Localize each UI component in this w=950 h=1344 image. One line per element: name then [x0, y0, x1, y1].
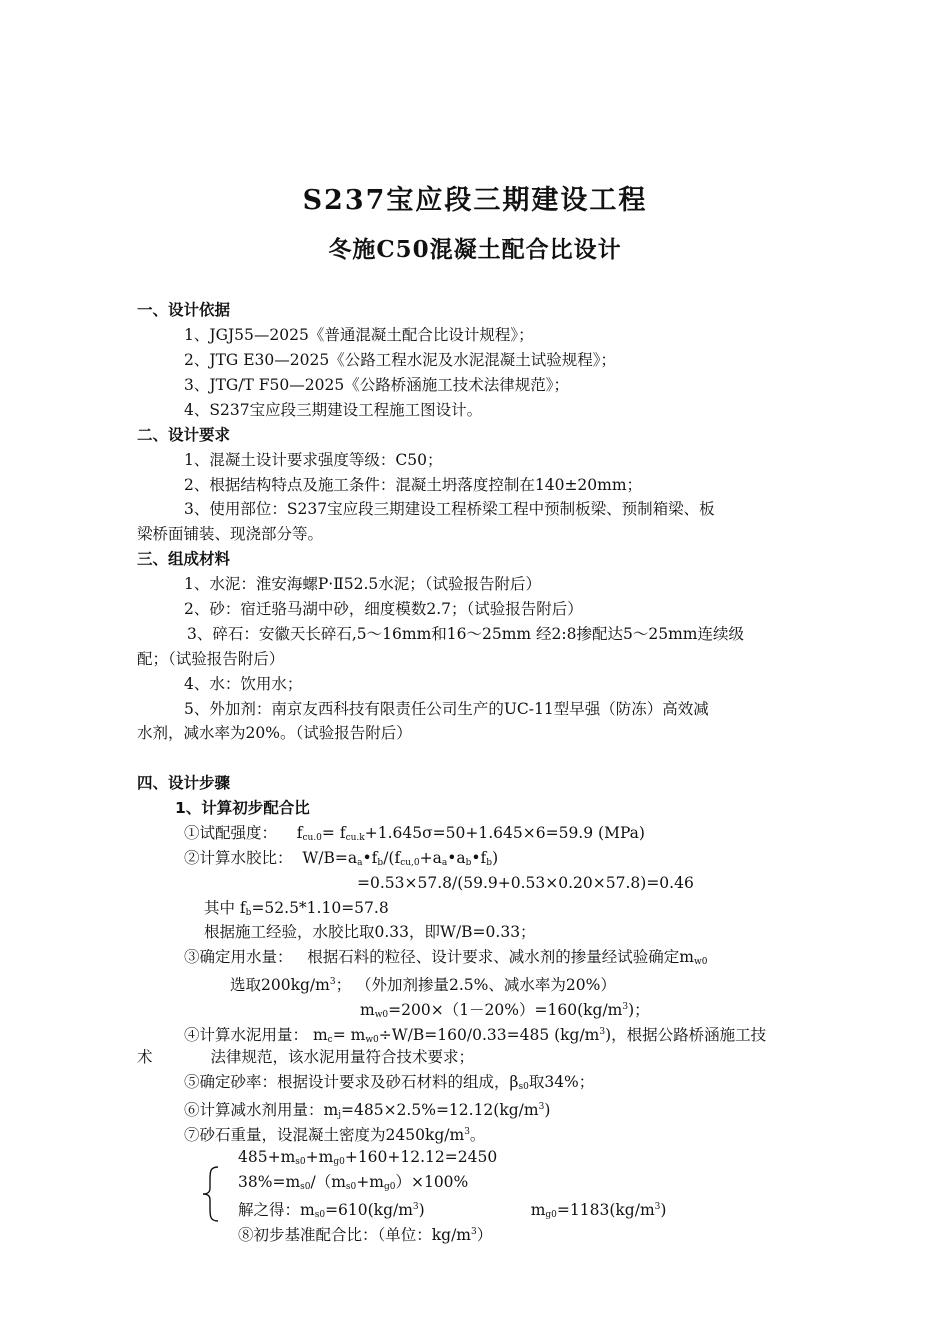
basis-item-1: 1、JGJ55—2025《普通混凝土配合比设计规程》；	[184, 326, 534, 344]
step-water-binder-calc: =0.53×57.8/(59.9+0.53×0.20×57.8)=0.46	[357, 874, 694, 892]
requirement-item-1: 1、混凝土设计要求强度等级：C50；	[184, 451, 443, 469]
material-item-sand: 2、砂：宿迁骆马湖中砂，细度模数2.7；（试验报告附后）	[184, 600, 583, 618]
material-item-water: 4、水：饮用水；	[184, 675, 303, 693]
step-water-binder-ratio: ②计算水胶比： $W/B=a_a•f_b/(f_{cu,0}+a_a•a_b•f_b)$	[184, 849, 499, 868]
step-cement-content: ④计算水泥用量： $m_c= m_{w0}\div W/B=160/0.33=485$ $(kg/m^3)$，根据公路桥涵施工技	[184, 1026, 767, 1045]
step-cement-content-cont: 术 法律规范，该水泥用量符合技术要求；	[137, 1048, 475, 1066]
step-water-content: ③确定用水量： 根据石料的粒径、设计要求、减水剂的掺量经试验确定$m_{w0}$	[184, 948, 708, 967]
requirement-item-2: 2、根据结构特点及施工条件：混凝土坍落度控制在140±20mm；	[184, 476, 643, 494]
material-item-gravel: 3、碎石：安徽天长碎石,5～16mm和16～25mm 经2:8掺配达5～25mm连续级	[187, 625, 744, 643]
document-subtitle: 冬施C50混凝土配合比设计	[328, 236, 622, 263]
step-base-ratio: ⑧初步基准配合比：（单位：$kg/m^3$）	[238, 1226, 493, 1244]
step-aggregate-weight: ⑦砂石重量，设混凝土密度为$2450kg/m^3$。	[184, 1126, 486, 1144]
material-item-admixture-cont: 水剂，减水率为20%。（试验报告附后）	[137, 724, 412, 742]
document-title: S237宝应段三期建设工程	[302, 185, 648, 216]
step-trial-strength: ①试配强度： $f_{cu.0}= f_{cu.k}+1.645\sigma=50+1.645\times 6=59.9$ (MPa)	[184, 824, 645, 843]
material-item-admixture: 5、外加剂：南京友西科技有限责任公司生产的UC-11型早强（防冻）高效减	[184, 700, 709, 718]
basis-item-4: 4、S237宝应段三期建设工程施工图设计。	[184, 401, 483, 419]
basis-item-3: 3、JTG/T F50—2025《公路桥涵施工技术法律规范》；	[184, 376, 569, 394]
equation-brace-icon	[200, 1166, 222, 1222]
step-water-content-select: 选取$200kg/m^3$； （外加剂掺量2.5%、减水率为20%）	[230, 976, 616, 994]
requirement-item-3-cont: 梁桥面铺装、现浇部分等。	[137, 525, 324, 543]
equation-sand-ratio: $38\%=m_{s0}/(m_{s0}+m_{g0})\times 100\%$	[238, 1173, 469, 1192]
section-heading-basis: 一、设计依据	[137, 301, 231, 319]
step-water-binder-chosen: 根据施工经验，水胶比取0.33，即W/B=0.33；	[204, 923, 536, 941]
material-item-gravel-cont: 配；（试验报告附后）	[137, 650, 285, 668]
section-heading-steps: 四、设计步骤	[137, 774, 231, 792]
step-fb-value: 其中 $f_b=52.5*1.10=57.8$	[204, 899, 389, 918]
material-item-cement: 1、水泥：淮安海螺P·Ⅱ52.5水泥；（试验报告附后）	[184, 575, 542, 593]
basis-item-2: 2、JTG E30—2025《公路工程水泥及水泥混凝土试验规程》；	[184, 351, 616, 369]
step-admixture-amount: ⑥计算减水剂用量：$m_j=485\times 2.5\%=12.12(kg/m^3)$	[184, 1101, 551, 1120]
requirement-item-3: 3、使用部位：S237宝应段三期建设工程桥梁工程中预制板梁、预制箱梁、板	[184, 500, 715, 518]
equation-solution: 解之得：$m_{s0}=610(kg/m^3)$ $m_{g0}=1183(kg/m^3)$	[238, 1201, 667, 1220]
section-heading-materials: 三、组成材料	[137, 550, 231, 568]
equation-mass-balance: $485+m_{s0}+m_{g0}+160+12.12=2450$	[238, 1148, 498, 1167]
subheading-initial-ratio: 1、计算初步配合比	[175, 799, 310, 817]
step-water-content-calc: $m_{w0}=200\times(1-20\%)=160(kg/m^3)$；	[360, 1001, 650, 1020]
section-heading-requirements: 二、设计要求	[137, 426, 231, 444]
step-sand-ratio: ⑤确定砂率：根据设计要求及砂石材料的组成，$\beta_{s0}$取34%；	[184, 1073, 595, 1092]
